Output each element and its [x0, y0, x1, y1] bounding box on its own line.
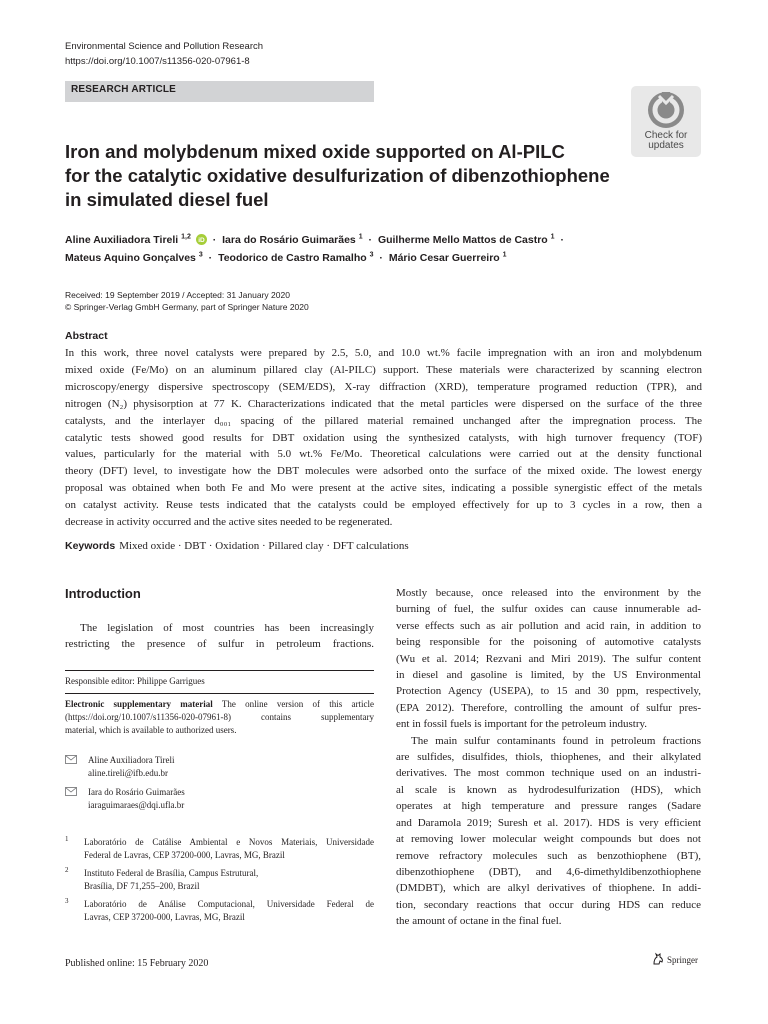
author-separator: ·	[208, 252, 213, 264]
crossmark-icon	[646, 90, 686, 130]
text-line: ent in fossil fuels is important for the petroleum industry.	[396, 718, 648, 731]
text-line: al scale is known as hydrodesulfurization (HDS), which	[396, 783, 701, 796]
title-line: for the catalytic oxidative desulfurization of dibenzothiophene	[65, 165, 610, 186]
text-line: at removing lower molecular weight compounds but does not	[396, 833, 701, 846]
affiliation-marker: 3	[198, 251, 203, 259]
affiliation-line: Instituto Federal de Brasília, Campus Estrutural,	[84, 868, 259, 878]
affiliation-marker: 1	[550, 233, 555, 241]
received-accepted-dates: Received: 19 September 2019 / Accepted: 31 January 2020	[65, 290, 290, 300]
esm-text: The online version of this article	[221, 699, 374, 709]
text-line: remove refractory molecules such as benzothiophene (BT),	[396, 849, 701, 862]
abstract-line: In this work, three novel catalysts were prepared by 2.5, 5.0, and 10.0 wt.% facile impregnation with an iron and molybdenum	[65, 347, 702, 359]
affiliation-marker: 1,2	[181, 233, 191, 241]
abstract-line: mixed oxide (Fe/Mo) on an aluminum pillared clay (Al-PILC) support. These materials were characterized by scanning electron	[65, 363, 702, 376]
author-separator: ·	[379, 252, 383, 264]
text-line: and Daramola 2019; Suresh et al. 2017). HDS is very efficient	[396, 816, 701, 829]
author-name[interactable]: Aline Auxiliadora Tireli	[65, 234, 179, 246]
abstract-line: decrease in activity occurred and the active sites needed to be regenerated.	[65, 516, 393, 529]
text-line: operates at high temperature and pressure ranges (Sadare	[396, 800, 701, 813]
responsible-editor: Responsible editor: Philippe Garrigues	[65, 676, 205, 686]
author-name[interactable]: Iara do Rosário Guimarães	[222, 234, 356, 246]
esm-text: material, which is available to authorized users.	[65, 725, 237, 735]
text-line: (EPA 2012). Therefore, controlling the amount of sulfur pres-	[396, 701, 701, 714]
text-line: are sulfides, disulfides, thiols, thiophenes, and their alkylated	[396, 751, 701, 764]
author-name[interactable]: Guilherme Mello Mattos de Castro	[377, 234, 548, 246]
svg-text:iD: iD	[198, 237, 205, 244]
copyright-notice: © Springer-Verlag GmbH Germany, part of Springer Nature 2020	[65, 302, 309, 312]
text-line: Mostly because, once released into the environment by the	[396, 587, 701, 599]
affiliation-marker: 1	[358, 233, 363, 241]
footnote-divider	[65, 693, 374, 694]
author-separator: ·	[212, 234, 217, 246]
author-separator: ·	[368, 234, 373, 246]
doi-link[interactable]: https://doi.org/10.1007/s11356-020-07961-8	[65, 56, 250, 67]
text-line: derivatives. The most common technique used on an industri-	[396, 767, 701, 780]
affiliation-line: Federal de Lavras, CEP 37200-000, Lavras, MG, Brazil	[84, 850, 285, 860]
abstract-line: theory (DFT) level, to investigate how the DBT molecules were adsorbed onto the surface of the mixed oxide. The lowest energy	[65, 465, 702, 478]
affiliation-line: Brasília, DF 71,255–200, Brazil	[84, 881, 200, 891]
contact-name: Iara do Rosário Guimarães	[88, 787, 185, 797]
supplementary-material-note	[65, 698, 374, 737]
abstract-line: microscopy/energy dispersive spectroscopy (SEM/EDS), X-ray diffraction (XRD), temperature programed reduction (TPR), and	[65, 380, 702, 393]
contact-email[interactable]: iaraguimaraes@dqi.ufla.br	[88, 800, 185, 810]
springer-horse-icon	[651, 952, 665, 966]
published-online-date: Published online: 15 February 2020	[65, 958, 209, 969]
title-line: in simulated diesel fuel	[65, 189, 269, 210]
envelope-icon	[65, 787, 77, 796]
journal-name: Environmental Science and Pollution Research	[65, 41, 264, 52]
text-line: tion, secondary reactions that occur during HDS can reduce	[396, 898, 701, 911]
affiliation-number: 1	[65, 835, 69, 843]
keywords-list: Mixed oxide · DBT · Oxidation · Pillared clay · DFT calculations	[119, 540, 409, 552]
author-name[interactable]: Teodorico de Castro Ramalho	[218, 252, 367, 264]
affiliation-line: Laboratório de Análise Computacional, Universidade Federal de	[84, 899, 374, 909]
author-separator: ·	[560, 234, 564, 246]
contact-email[interactable]: aline.tireli@ifb.edu.br	[88, 768, 169, 778]
title-line: Iron and molybdenum mixed oxide supported on Al-PILC	[65, 141, 565, 162]
contact-name: Aline Auxiliadora Tireli	[88, 755, 175, 765]
check-updates-label: Check for updates	[644, 130, 688, 151]
affiliation	[65, 836, 374, 862]
text-line: in diesel and gasoline is limited, by the US Environmental	[396, 669, 701, 682]
text-line: burning of fuel, the sulfur oxides can cause innumerable ad-	[396, 603, 701, 616]
text-line: the amount of octane in the final fuel.	[396, 915, 562, 928]
affiliation-number: 2	[65, 866, 69, 874]
author-name[interactable]: Mário Cesar Guerreiro	[388, 252, 500, 264]
esm-label: Electronic supplementary material	[65, 699, 213, 709]
intro-paragraph-left	[65, 620, 374, 653]
text-line: Protection Agency (USEPA), to 15 and 30 ppm, respectively,	[396, 685, 701, 698]
footnote-divider	[65, 670, 374, 671]
article-title	[65, 140, 625, 212]
abstract-line: values, particularly for the material with 5.0 wt.% Fe/Mo. Theoretical calculations were carried out at the density functional	[65, 448, 702, 461]
abstract-line: catalysts, and the interlayer d₀₀₁ spacing of the pillared material remained unchanged after the impregnation process. The	[65, 414, 702, 427]
intro-paragraph-right	[396, 585, 701, 930]
text-line: The legislation of most countries has been increasingly	[80, 622, 374, 634]
abstract-line: on catalyst activity. Reuse tests indicated that the catalysts could be employed effectively for up to 3 cycles in a row, then a	[65, 499, 702, 512]
affiliation	[65, 867, 374, 893]
corresponding-author	[65, 754, 365, 780]
text-line: restricting the presence of sulfur in petroleum fractions.	[65, 638, 374, 651]
author-list	[65, 231, 705, 267]
text-line: being responsible for the poisoning of automotive catalysts	[396, 636, 701, 649]
text-line: dibenzothiophene (DBT), and 4,6-dimethyldibenzothiophene	[396, 865, 701, 878]
publisher-name: Springer	[667, 955, 698, 965]
esm-link[interactable]: (https://doi.org/10.1007/s11356-020-07961-8) contains supplementary	[65, 712, 374, 722]
check-for-updates-button[interactable]	[631, 86, 701, 157]
abstract-line: nitrogen (N₂) physisorption at 77 K. Characterizations indicated that the metal particles were dispersed on the surface of the three	[65, 397, 702, 410]
affiliation-line: Laboratório de Catálise Ambiental e Novos Materiais, Universidade	[84, 837, 374, 847]
corresponding-author	[65, 786, 365, 812]
publication-dates	[65, 289, 309, 313]
abstract-line: proposal was obtained when both Fe and Mo were present at the active sites, indicating a possible synergistic effect of the metals	[65, 482, 702, 495]
text-line: (Wu et al. 2014; Rezvani and Miri 2019). The sulfur content	[396, 652, 701, 665]
envelope-icon	[65, 755, 77, 764]
affiliation-marker: 3	[369, 251, 374, 259]
abstract-line: catalytic tests showed good results for DBT oxidation using the synthesized catalysts, with high turnover frequency (TOF)	[65, 431, 702, 444]
author-name[interactable]: Mateus Aquino Gonçalves	[65, 252, 196, 264]
section-heading-introduction: Introduction	[65, 586, 141, 601]
keywords-label: Keywords	[65, 540, 116, 552]
abstract-body	[65, 345, 702, 531]
affiliation-marker: 1	[502, 251, 507, 259]
text-line: The main sulfur contaminants found in petroleum fractions	[411, 734, 701, 747]
text-line: (DMDBT), which are alkyl derivatives of thiophene. In addi-	[396, 882, 701, 895]
keywords	[65, 540, 409, 552]
affiliation-number: 3	[65, 897, 69, 905]
springer-logo	[651, 952, 698, 966]
article-type-label: RESEARCH ARTICLE	[65, 81, 374, 102]
abstract-heading: Abstract	[65, 330, 108, 342]
affiliation	[65, 898, 374, 924]
text-line: verse effects such as air pollution and acid rain, in addition to	[396, 619, 701, 632]
affiliation-line: Lavras, CEP 37200-000, Lavras, MG, Brazil	[84, 912, 245, 922]
orcid-icon[interactable]	[196, 234, 207, 245]
